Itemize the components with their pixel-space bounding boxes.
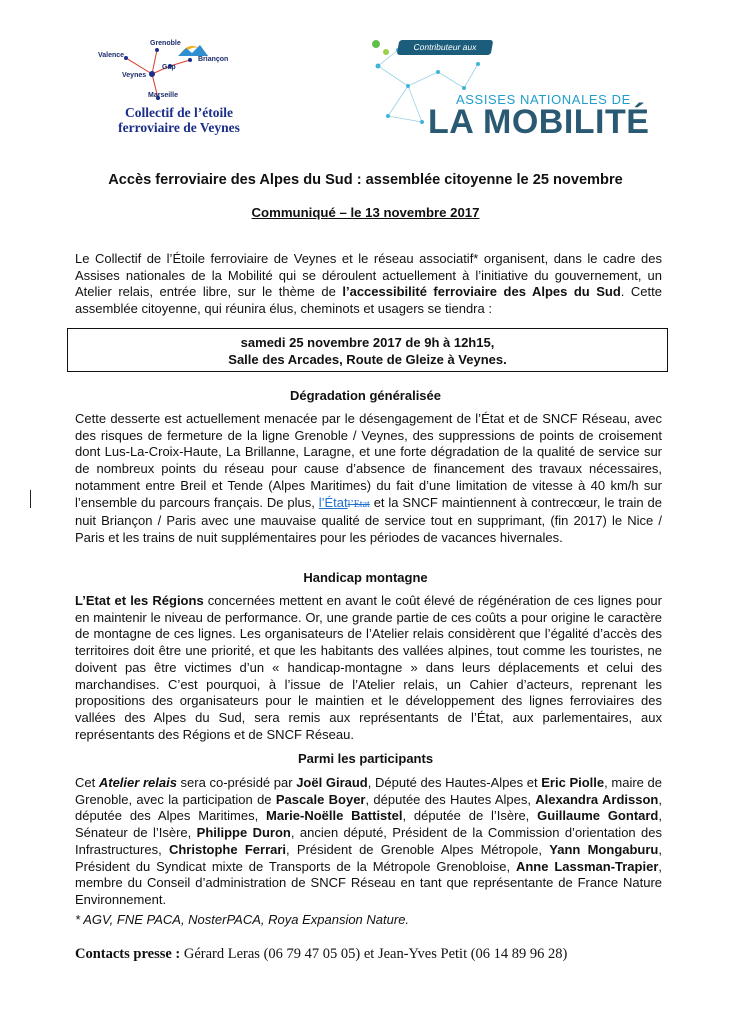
page-title: Accès ferroviaire des Alpes du Sud : assemblée citoyenne le 25 novembre bbox=[108, 172, 623, 188]
city-label: Veynes bbox=[122, 72, 147, 79]
city-label: Briançon bbox=[198, 56, 229, 63]
event-details-box bbox=[67, 328, 668, 372]
city-label: Grenoble bbox=[150, 40, 181, 47]
contributor-badge: Contributeur aux bbox=[397, 40, 494, 55]
section-paragraph: L’Etat et les Régions concernées mettent en avant le coût élevé de régénération de ces lignes pour en maintenir le niveau de performance. Or, une grande partie de ces coûts a pour origine le caractère de montagne de ces lignes. Les organisateurs de l’Atelier relais considèrent que l’égalité d’accès des territoires doit être une priorité, et que les habitants des vallées alpines, tout comme les touristes, ne doivent pas être victimes d’un « handicap-montagne » dans leurs déplacements et celui des marchandises. C’est pourquoi, à l’issue de l’Atelier relais, un Cahier d’acteurs, reprenant les propositions des organisateurs pour le maintien et le développement des lignes ferroviaires des vallées des Alpes du Sud, sera remis aux représentants de l’État, aux parlementaires, aux représentants des Régions et de SNCF Réseau. bbox=[75, 593, 662, 742]
section-heading: Handicap montagne bbox=[303, 570, 428, 585]
assises-text: ASSISES NATIONALES DE bbox=[456, 92, 631, 107]
tracked-change-delete: l’Etat bbox=[347, 498, 370, 510]
city-label: Gap bbox=[162, 64, 176, 71]
city-label: Valence bbox=[98, 52, 125, 59]
press-contacts: Contacts presse : Gérard Leras (06 79 47 05 05) et Jean-Yves Petit (06 14 89 96 28) bbox=[75, 946, 568, 962]
section-heading: Parmi les participants bbox=[297, 751, 434, 766]
assises-mobilite-logo bbox=[368, 36, 668, 140]
mobilite-text: LA MOBILITÉ bbox=[428, 103, 650, 141]
city-label: Marseille bbox=[148, 92, 178, 99]
section-paragraph: Cette desserte est actuellement menacée par le désengagement de l’État et de SNCF Réseau, avec des risques de fermeture de la ligne Grenoble / Veynes, des suppressions de points de croisement dont Lus-La-Croix-Haute, La Brillanne, Laragne, et une forte dégradation de la qualité de service sur de nombreux points du réseau pour cause d’absence de financement des travaux nécessaires, notamment entre Breil et Tende (Alpes Maritimes) du fait d’une limitation de vitesse à 40 km/h sur l’ensemble du parcours français. De plus, l’Étatl’Etat et la SNCF maintiennent à contrecœur, le train de nuit Briançon / Paris avec une mauvaise qualité de service tout en supprimant, (fin 2017) le Nice / Paris et les trains de nuit supplémentaires pour les périodes de vacances hivernales. bbox=[75, 411, 662, 545]
section-heading: Dégradation généralisée bbox=[290, 388, 441, 403]
tracked-change-insert[interactable]: l’État bbox=[318, 494, 348, 510]
intro-paragraph: Le Collectif de l’Étoile ferroviaire de Veynes et le réseau associatif* organisent, dans le cadre des Assises nationales de la Mobilité qui se déroulent actuellement à l’initiative du gouvernement, un Atelier relais, entrée libre, sur le thème de l’accessibilité ferroviaire des Alpes du Sud. Cette assemblée citoyenne, qui réunira élus, cheminots et usagers se tiendra : bbox=[75, 251, 662, 317]
footnote: * AGV, FNE PACA, NosterPACA, Roya Expansion Nature. bbox=[75, 912, 410, 927]
collectif-logo bbox=[86, 36, 256, 136]
text-cursor bbox=[30, 490, 31, 508]
press-release-date: Communiqué – le 13 novembre 2017 bbox=[251, 205, 480, 220]
event-location: Salle des Arcades, Route de Gleize à Veynes. bbox=[228, 352, 507, 367]
event-date: samedi 25 novembre 2017 de 9h à 12h15, bbox=[240, 335, 495, 350]
participants-paragraph: Cet Atelier relais sera co-présidé par Joël Giraud, Député des Hautes-Alpes et Eric Piolle, maire de Grenoble, avec la participation de Pascale Boyer, députée des Hautes Alpes, Alexandra Ardisson, députée des Alpes Maritimes, Marie-Noëlle Battistel, députée de l’Isère, Guillaume Gontard, Sénateur de l’Isère, Philippe Duron, ancien député, Président de la Commission d’orientation des Infrastructures, Christophe Ferrari, Président de Grenoble Alpes Métropole, Yann Mongaburu, Président du Syndicat mixte de Transports de la Métropole Grenobloise, Anne Lassman-Trapier, membre du Conseil d’administration de SNCF Réseau en tant que représentante de France Nature Environnement. bbox=[75, 775, 663, 907]
collectif-name: Collectif de l’étoile ferroviaire de Veynes bbox=[118, 105, 240, 135]
